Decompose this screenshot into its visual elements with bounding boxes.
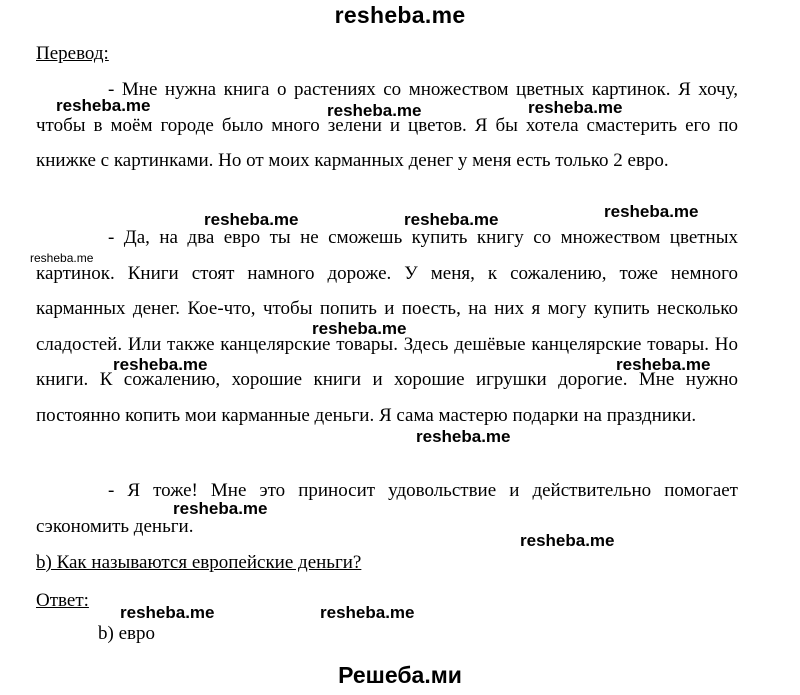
watermark-small: resheba.me	[30, 251, 94, 265]
translation-label: Перевод:	[36, 43, 109, 64]
watermark: resheba.me	[113, 355, 208, 374]
answer-label: Ответ:	[36, 590, 89, 611]
watermark: resheba.me	[528, 98, 623, 117]
paragraph-2: - Да, на два евро ты не сможешь купить книгу со множеством цветных картинок. Книги стоят намного дороже. У меня, к сожалению, тоже немного карманных денег. Кое-что, чтобы попить и поесть, на них я могу купить несколько сладостей. Или также канцелярские товары. Здесь дешёвые канцелярские товары. Но книги. К сожалению, хорошие книги и хорошие игрушки дорогие. Мне нужно постоянно копить мои карманные деньги. Я сама мастерю подарки на праздники.	[36, 227, 738, 426]
site-title[interactable]: resheba.me	[334, 2, 466, 28]
watermark: resheba.me	[120, 603, 215, 622]
watermark: resheba.me	[604, 202, 699, 221]
watermark: resheba.me	[320, 603, 415, 622]
watermark: resheba.me	[616, 355, 711, 374]
watermark: resheba.me	[173, 499, 268, 518]
watermark: resheba.me	[404, 210, 499, 229]
paragraph-1: - Мне нужна книга о растениях со множеством цветных картинок. Я хочу, чтобы в моём городе было много зелени и цветов. Я бы хотела смастерить его по книжке с картинками. Но от моих карманных денег у меня есть только 2 евро.	[36, 79, 738, 171]
answer-text: b) евро	[98, 623, 155, 644]
watermark: resheba.me	[520, 531, 615, 550]
watermark: resheba.me	[416, 427, 511, 446]
question-text: b) Как называются европейские деньги?	[36, 552, 362, 573]
footer-title[interactable]: Решеба.ми	[338, 662, 462, 688]
paragraph-3: - Я тоже! Мне это приносит удовольствие и действительно помогает сэкономить деньги.	[36, 480, 738, 537]
watermark: resheba.me	[204, 210, 299, 229]
watermark: resheba.me	[56, 96, 151, 115]
watermark: resheba.me	[327, 101, 422, 120]
watermark: resheba.me	[312, 319, 407, 338]
